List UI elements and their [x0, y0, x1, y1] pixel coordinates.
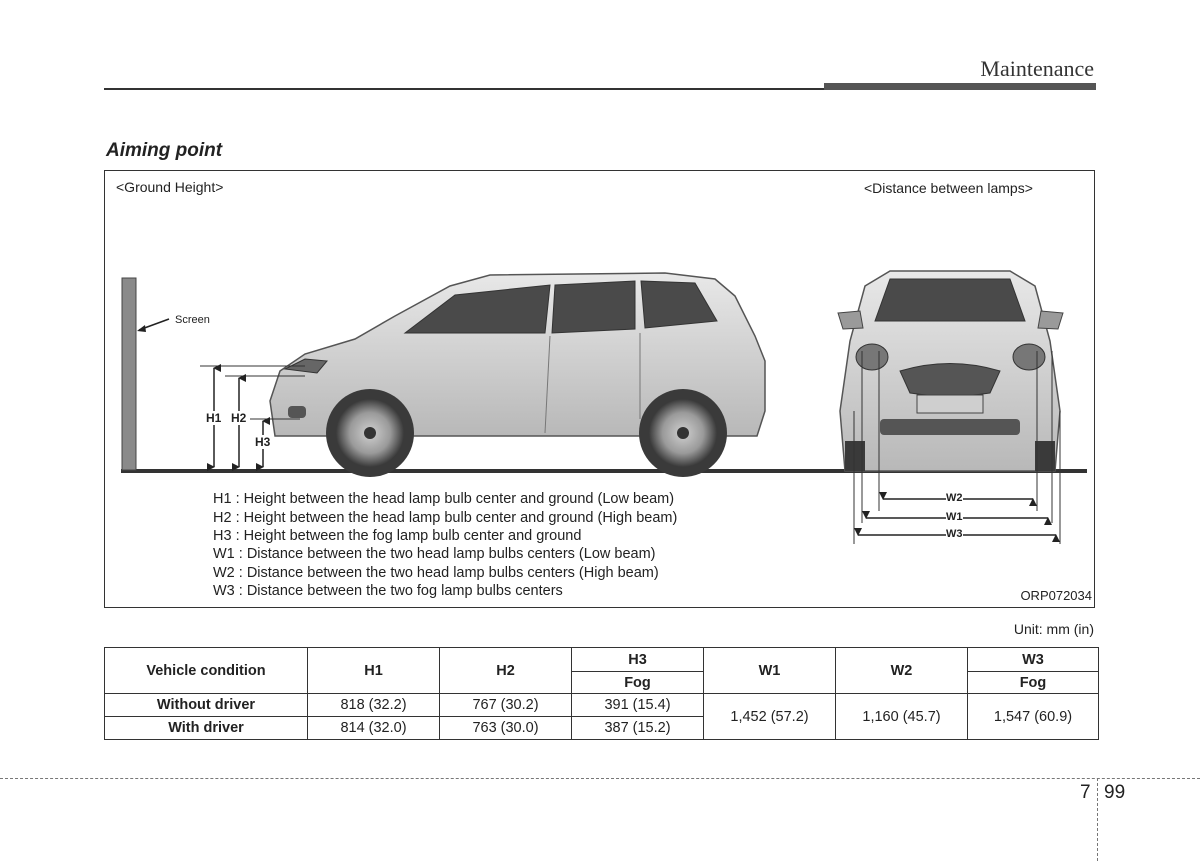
row-condition: Without driver: [105, 694, 308, 717]
header-w3-fog: Fog: [968, 672, 1099, 694]
cell-h2: 763 (30.0): [440, 717, 572, 740]
section-title: Aiming point: [106, 140, 223, 161]
cell-h2: 767 (30.2): [440, 694, 572, 717]
row-condition: With driver: [105, 717, 308, 740]
screen-label: Screen: [175, 314, 210, 326]
header-title: Maintenance: [980, 56, 1094, 81]
cell-h3: 387 (15.2): [572, 717, 704, 740]
header-w3: W3: [968, 648, 1099, 672]
header-h3: H3: [572, 648, 704, 672]
w2-marker: W2: [946, 492, 963, 504]
cell-w2: 1,160 (45.7): [836, 694, 968, 740]
page-number: 99: [1104, 782, 1126, 803]
header-rule-thick: [824, 83, 1096, 90]
header-vehicle-condition: Vehicle condition: [105, 648, 308, 694]
legend-h1: H1 : Height between the head lamp bulb center and ground (Low beam): [213, 491, 675, 507]
cell-h1: 818 (32.2): [308, 694, 440, 717]
legend-w3: W3 : Distance between the two fog lamp bulbs centers: [213, 583, 563, 599]
distance-label: <Distance between lamps>: [864, 180, 1033, 196]
legend-h2: H2 : Height between the head lamp bulb center and ground (High beam): [213, 510, 678, 526]
h2-marker: H2: [231, 411, 247, 425]
w3-marker: W3: [946, 528, 963, 540]
header-w2: W2: [836, 648, 968, 694]
unit-label: Unit: mm (in): [1013, 621, 1094, 637]
chapter-number: 7: [1080, 782, 1091, 803]
table-row: [105, 694, 1099, 717]
w1-marker: W1: [946, 511, 963, 523]
cell-h3: 391 (15.4): [572, 694, 704, 717]
legend-w1: W1 : Distance between the two head lamp bulbs centers (Low beam): [213, 546, 656, 562]
screen-post: [122, 278, 136, 470]
header-h3-fog: Fog: [572, 672, 704, 694]
h3-marker: H3: [255, 435, 271, 449]
cell-w1: 1,452 (57.2): [704, 694, 836, 740]
header-h2: H2: [440, 648, 572, 694]
figure-code: ORP072034: [1020, 588, 1092, 603]
car-side-view: [270, 273, 765, 477]
h1-marker: H1: [206, 411, 222, 425]
aiming-spec-table: [104, 647, 1099, 740]
aiming-figure: [104, 170, 1095, 608]
header-h1: H1: [308, 648, 440, 694]
car-front-view: [838, 271, 1063, 471]
cell-w3: 1,547 (60.9): [968, 694, 1099, 740]
footer-vertical-rule: [1097, 778, 1098, 861]
cell-h1: 814 (32.0): [308, 717, 440, 740]
footer-dashed-rule: [0, 778, 1200, 779]
ground-height-label: <Ground Height>: [116, 179, 224, 195]
legend-w2: W2 : Distance between the two head lamp bulbs centers (High beam): [213, 565, 659, 581]
header-w1: W1: [704, 648, 836, 694]
legend-h3: H3 : Height between the fog lamp bulb center and ground: [213, 528, 582, 544]
